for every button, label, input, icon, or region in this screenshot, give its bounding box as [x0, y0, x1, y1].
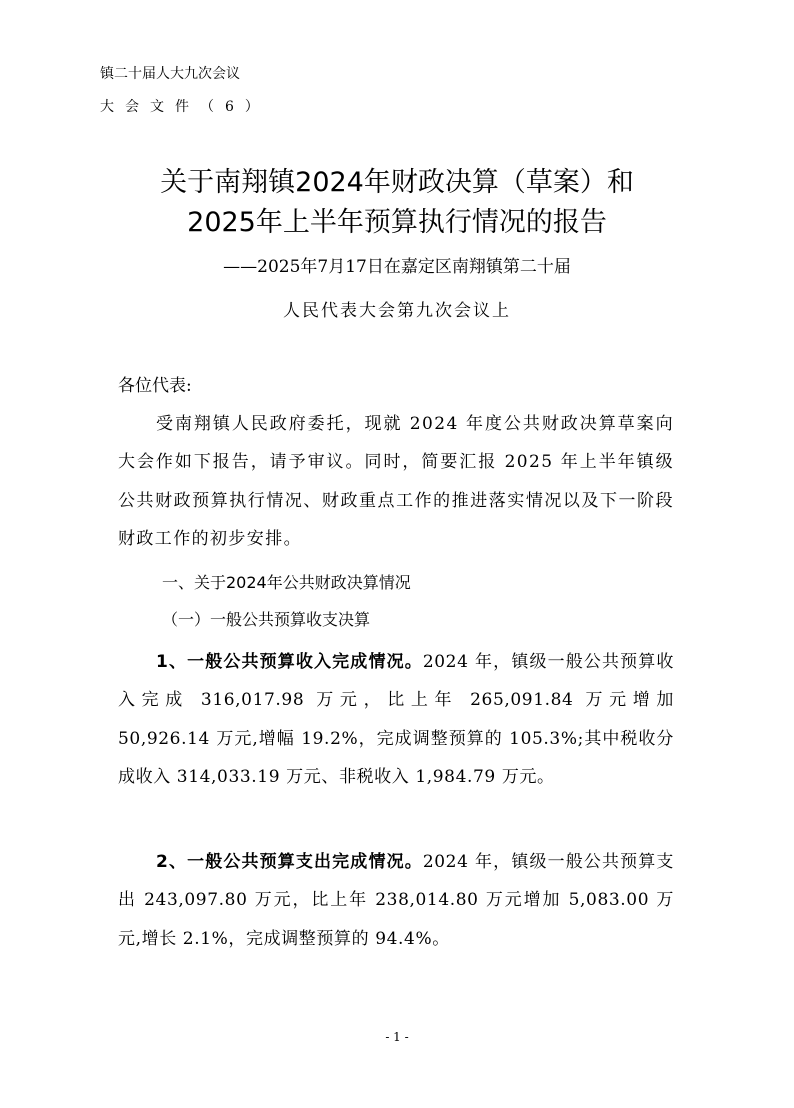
- report-title-line-1: 关于南翔镇2024年财政决算（草案）和: [160, 167, 634, 198]
- revenue-text: 2024 年，镇级一般公共预算收入完成 316,017.98 万元，比上年 265,091.84 万元增加 50,926.14 万元,增幅 19.2%，完成调整预算的 105.3%;其中税收分成收入 314,033.19 万元、非税收入 1,984.79 万元。: [118, 652, 674, 787]
- section-heading: 一、关于2024年公共财政决算情况: [162, 573, 411, 592]
- revenue-lead: 1、一般公共预算收入完成情况。: [156, 652, 423, 672]
- report-subtitle-line-1: ——2025年7月17日在嘉定区南翔镇第二十届: [223, 257, 571, 277]
- subsection-heading: （一）一般公共预算收支决算: [162, 610, 371, 629]
- report-title-line-2: 2025年上半年预算执行情况的报告: [187, 207, 607, 238]
- report-subtitle-line-2: 人民代表大会第九次会议上: [283, 301, 511, 321]
- expenditure-paragraph: [118, 843, 674, 958]
- document-number: 大会文件（6）: [100, 99, 270, 115]
- intro-paragraph: 受南翔镇人民政府委托，现就 2024 年度公共财政决算草案向大会作如下报告，请予审议。同时，简要汇报 2025 年上半年镇级公共财政预算执行情况、财政重点工作的推进落实情况以及下一阶段财政工作的初步安排。: [118, 414, 674, 549]
- meeting-label: 镇二十届人大九次会议: [100, 66, 240, 82]
- expenditure-lead: 2、一般公共预算支出完成情况。: [156, 852, 423, 872]
- page-number: - 1 -: [385, 1030, 409, 1044]
- salutation: 各位代表:: [118, 376, 192, 396]
- revenue-paragraph: [118, 643, 674, 796]
- expenditure-text: 2024 年，镇级一般公共预算支出 243,097.80 万元，比上年 238,014.80 万元增加 5,083.00 万元,增长 2.1%，完成调整预算的 94.4%。: [118, 852, 674, 949]
